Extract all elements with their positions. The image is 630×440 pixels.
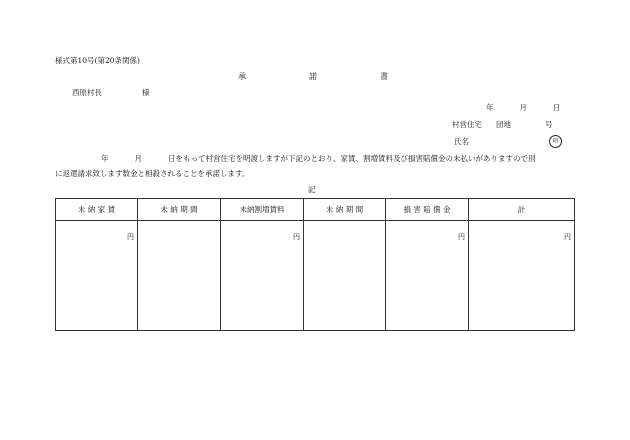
housing-number: 号 — [545, 120, 553, 129]
ki-marker: 記 — [308, 185, 316, 194]
body-year: 年 — [101, 154, 109, 163]
body-line-1 — [101, 155, 536, 163]
cell-unpaid-surcharge: 円 — [221, 221, 304, 331]
date-line — [486, 104, 561, 112]
header-unpaid-period-2: 未 納 期 間 — [304, 199, 386, 221]
addressee-honorific: 様 — [142, 88, 150, 97]
date-month: 月 — [519, 103, 527, 112]
cell-damages: 円 — [386, 221, 469, 331]
document-title — [238, 73, 388, 81]
table-row — [56, 221, 575, 331]
header-unpaid-rent: 未 納 家 賃 — [56, 199, 138, 221]
header-unpaid-surcharge: 未納割増賃料 — [221, 199, 304, 221]
table-header-row — [56, 199, 575, 221]
cell-unpaid-period-2 — [304, 221, 386, 331]
name-label: 氏名 — [454, 137, 469, 146]
title-char-1: 承 — [238, 72, 246, 81]
date-year: 年 — [486, 103, 494, 112]
addressee — [72, 89, 150, 97]
cell-unpaid-period-1 — [138, 221, 221, 331]
housing-label: 村営住宅 — [452, 120, 482, 129]
body-month: 月 — [134, 154, 142, 163]
cell-total: 円 — [469, 221, 575, 331]
addressee-name: 西原村長 — [72, 88, 102, 97]
header-total: 計 — [469, 199, 575, 221]
arrears-table — [55, 198, 575, 331]
date-day: 日 — [553, 103, 561, 112]
housing-estate: 団地 — [496, 120, 511, 129]
body-line-2: に返還請求致します数金と相殺されることを承諾します。 — [55, 169, 250, 178]
form-number: 様式第10号(第20条関係) — [55, 56, 140, 65]
seal-mark: 印 — [549, 135, 562, 148]
housing-line — [452, 121, 553, 129]
body-text: 日をもって村営住宅を明渡しますが下記のとおり、家賃、割増賃料及び損害賠償金の未払いがありますので別 — [168, 154, 536, 163]
header-damages: 損 害 賠 償 金 — [386, 199, 469, 221]
header-unpaid-period-1: 未 納 期 間 — [138, 199, 221, 221]
cell-unpaid-rent: 円 — [56, 221, 138, 331]
title-char-2: 諾 — [309, 72, 317, 81]
title-char-3: 書 — [380, 72, 388, 81]
